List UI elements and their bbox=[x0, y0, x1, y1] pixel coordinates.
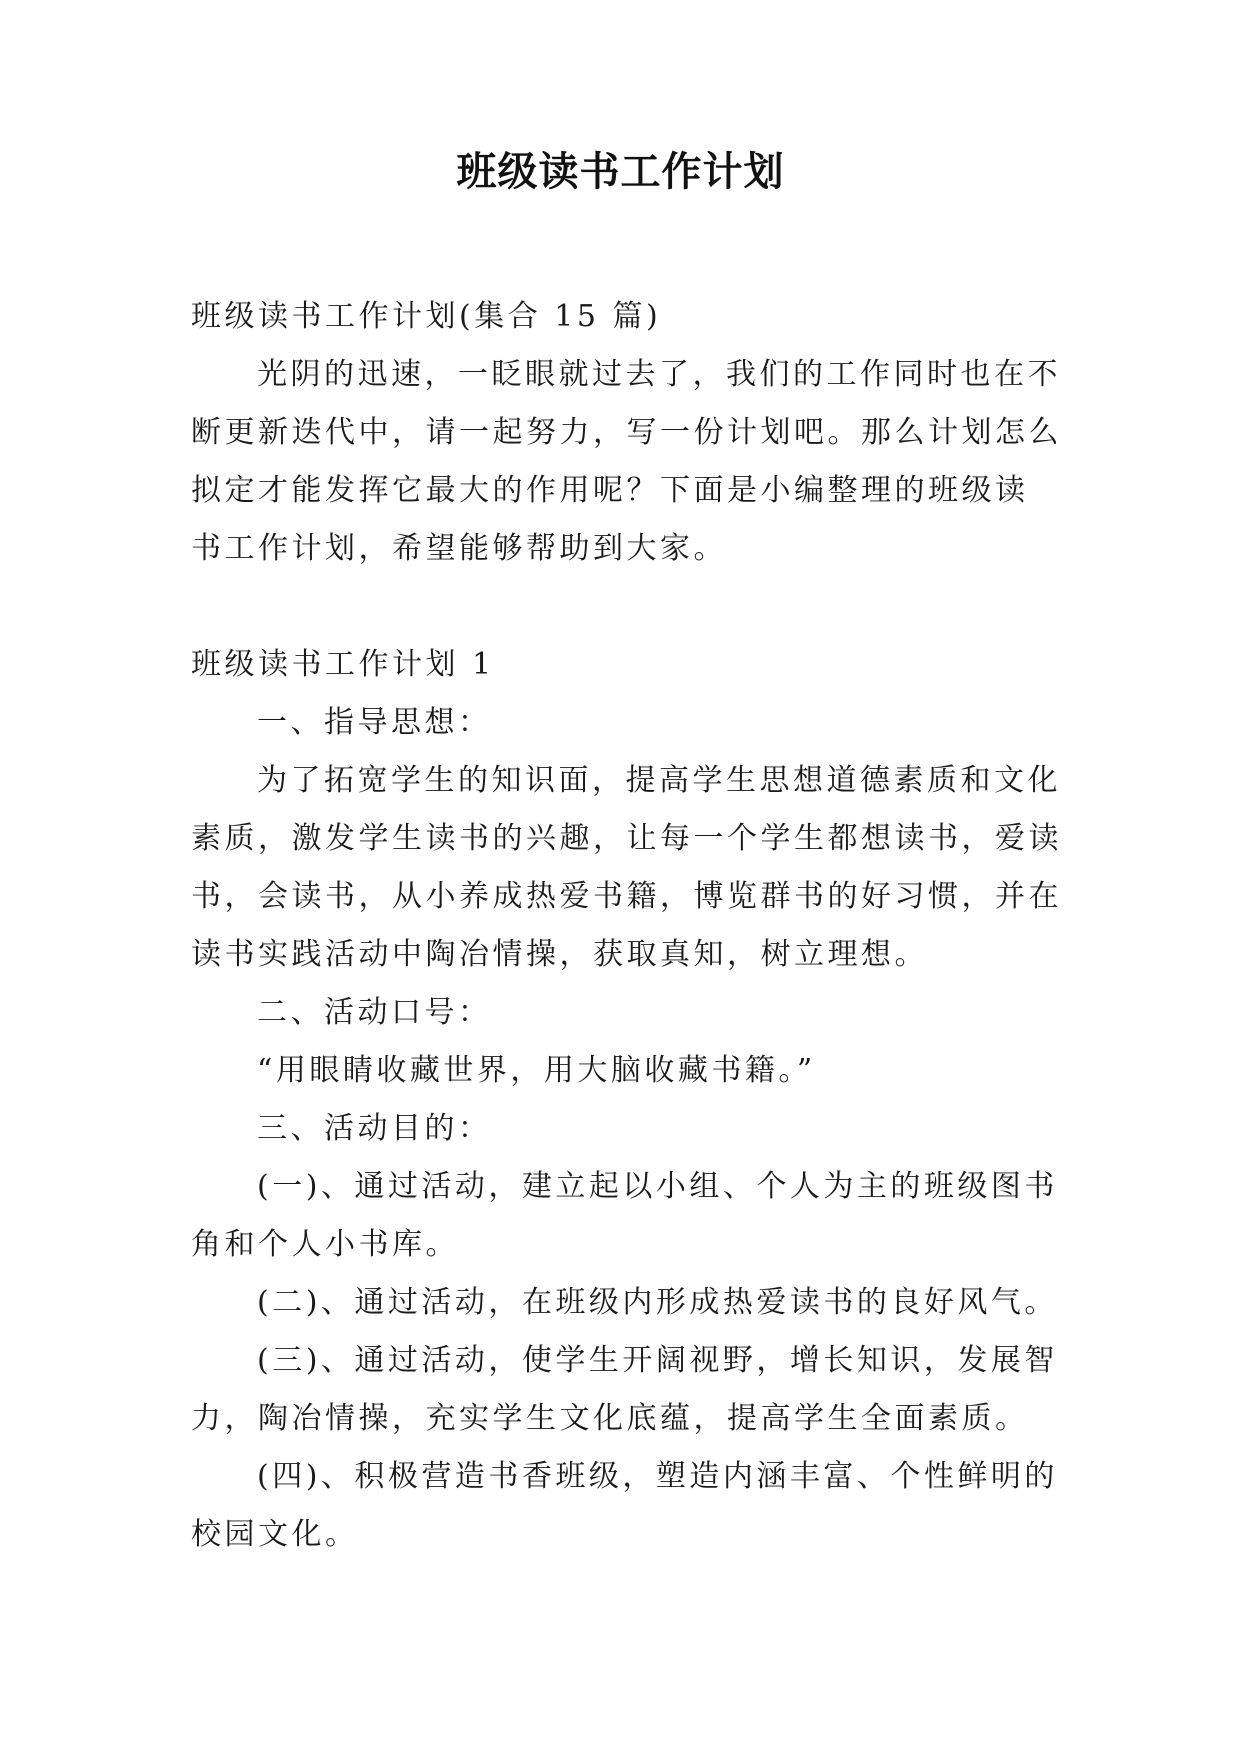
text-line: 素质，激发学生读书的兴趣，让每一个学生都想读书，爱读 bbox=[191, 821, 1062, 856]
text-line: 班级读书工作计划(集合 15 篇) bbox=[191, 299, 662, 334]
text-line: 角和个人小书库。 bbox=[191, 1227, 459, 1262]
text-line: (三)、通过活动，使学生开阔视野，增长知识，发展智 bbox=[257, 1343, 1058, 1378]
paragraph-spacer bbox=[191, 578, 1059, 636]
text-line: (二)、通过活动，在班级内形成热爱读书的良好风气。 bbox=[257, 1285, 1058, 1320]
text-line: 光阴的迅速，一眨眼就过去了，我们的工作同时也在不 bbox=[257, 357, 1061, 392]
text-line: 为了拓宽学生的知识面，提高学生思想道德素质和文化 bbox=[257, 763, 1061, 798]
text-line: 断更新迭代中，请一起努力，写一份计划吧。那么计划怎么 bbox=[191, 415, 1062, 450]
text-line: 书，会读书，从小养成热爱书籍，博览群书的好习惯，并在 bbox=[191, 879, 1062, 914]
text-line: 书工作计划，希望能够帮助到大家。 bbox=[191, 531, 727, 566]
text-line: 一、指导思想： bbox=[257, 705, 492, 740]
text-line: (四)、积极营造书香班级，塑造内涵丰富、个性鲜明的 bbox=[257, 1459, 1058, 1494]
text-line: 三、活动目的： bbox=[257, 1111, 492, 1146]
text-line: 二、活动口号： bbox=[257, 995, 492, 1030]
text-line: 班级读书工作计划 1 bbox=[191, 647, 495, 682]
text-line: “用眼睛收藏世界，用大脑收藏书籍。” bbox=[257, 1053, 816, 1088]
text-line: 力，陶冶情操，充实学生文化底蕴，提高学生全面素质。 bbox=[191, 1401, 1029, 1436]
document-body bbox=[191, 288, 1062, 1564]
text-line: 校园文化。 bbox=[191, 1517, 359, 1552]
document-title: 班级读书工作计划 bbox=[456, 149, 785, 195]
text-line: 读书实践活动中陶冶情操，获取真知，树立理想。 bbox=[191, 937, 928, 972]
text-line: 拟定才能发挥它最大的作用呢？下面是小编整理的班级读 bbox=[191, 473, 1029, 508]
text-line: (一)、通过活动，建立起以小组、个人为主的班级图书 bbox=[257, 1169, 1058, 1204]
